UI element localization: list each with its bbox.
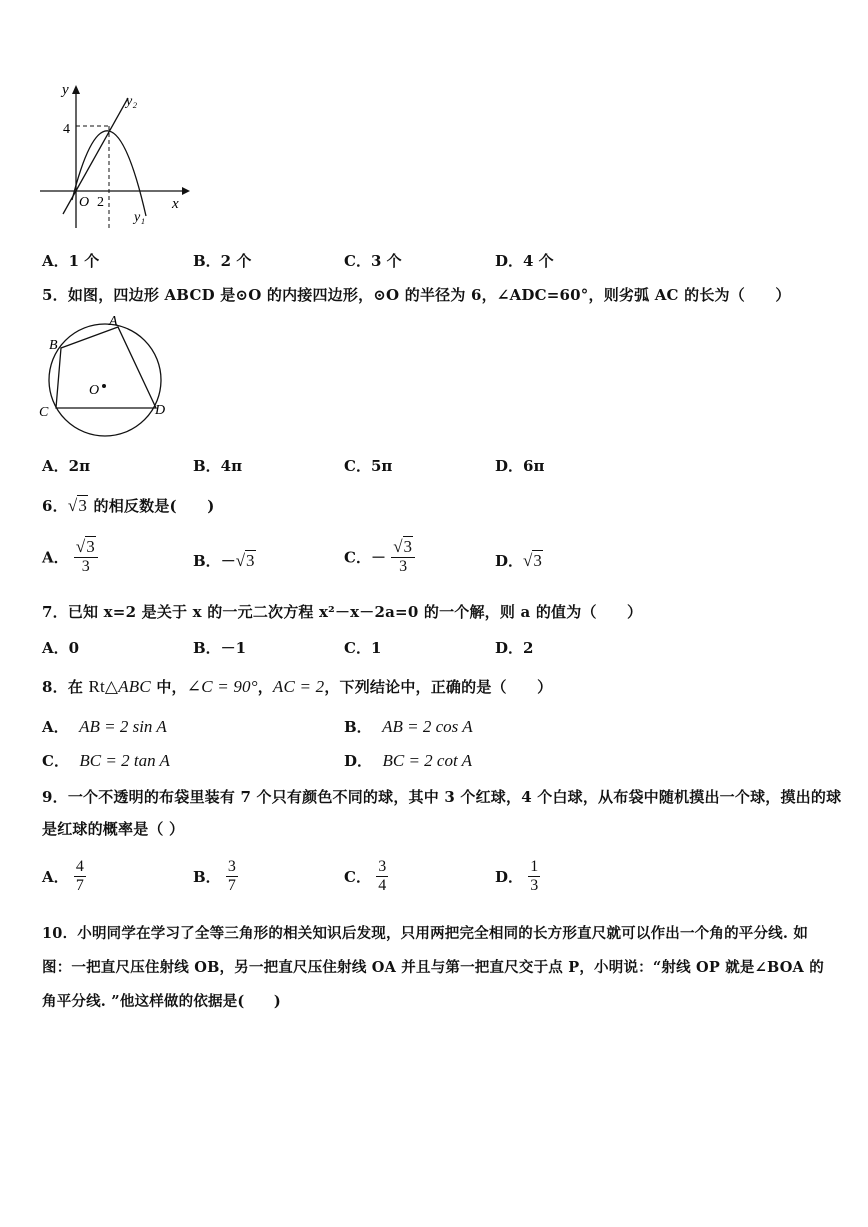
q9-c-fraction: $\frac{3}{4}$ xyxy=(378,858,387,894)
q9-option-a[interactable]: A． $\frac{4}{7}$ xyxy=(42,858,84,894)
x-axis-label: x xyxy=(172,196,179,212)
q4-option-b[interactable]: B．2 个 xyxy=(193,252,252,270)
point-o-label: O xyxy=(89,383,100,398)
q5-option-c[interactable]: C．5π xyxy=(344,457,393,475)
origin-label: O xyxy=(79,195,90,210)
q6-a-fraction: $\frac{√3}{3}$ xyxy=(74,538,98,576)
q4-option-d[interactable]: D．4 个 xyxy=(495,252,554,270)
point-d-label: D xyxy=(155,403,166,418)
q9-b-fraction: $\frac{3}{7}$ xyxy=(227,858,236,894)
q9-stem-line1: 9．一个不透明的布袋里装有 7 个只有颜色不同的球，其中 3 个红球，4 个白球，从布袋中随机摸出一个球，摸出的球 xyxy=(42,788,842,806)
point-c-label: C xyxy=(39,405,49,420)
circle-o xyxy=(49,324,161,436)
q6-option-c[interactable]: C．－ $\frac{√3}{3}$ xyxy=(344,538,415,576)
q8-option-a[interactable]: A． AB = 2 sin A xyxy=(42,717,167,736)
q6-stem-tail: 的相反数是( ) xyxy=(93,497,215,515)
q8-option-b[interactable]: B． AB = 2 cos A xyxy=(344,717,473,736)
q9-a-fraction: $\frac{4}{7}$ xyxy=(75,858,84,894)
q10-stem-line2: 图：一把直尺压住射线 OB，另一把直尺压住射线 OA 并且与第一把直尺交于点 P，小明说：“射线 OP 就是∠BOA 的 xyxy=(42,959,824,976)
q7-option-b[interactable]: B．－1 xyxy=(193,639,247,657)
q6-option-a[interactable]: A． $\frac{√3}{3}$ xyxy=(42,538,98,576)
q4-option-a[interactable]: A．1 个 xyxy=(42,252,100,270)
q7-option-d[interactable]: D．2 xyxy=(495,639,534,657)
q4-function-graph xyxy=(36,80,192,230)
q5-option-d[interactable]: D．6π xyxy=(495,457,545,475)
q6-sqrt: √3 xyxy=(67,496,88,515)
q6-stem xyxy=(42,495,215,516)
q6-option-b[interactable]: B．－√3 xyxy=(193,551,255,570)
q9-option-d[interactable]: D． $\frac{1}{3}$ xyxy=(495,858,539,894)
q9-stem-line2: 是红球的概率是（ ） xyxy=(42,820,185,838)
q10-stem-line1: 10．小明同学在学习了全等三角形的相关知识后发现，只用两把完全相同的长方形直尺就可以作出一个角的平分线. 如 xyxy=(42,925,809,942)
point-a-label: A xyxy=(109,314,118,329)
y-axis-arrow xyxy=(72,85,80,94)
q9-d-fraction: $\frac{1}{3}$ xyxy=(530,858,539,894)
point-b-label: B xyxy=(49,338,58,353)
center-dot xyxy=(102,384,106,388)
q8-option-d[interactable]: D． BC = 2 cot A xyxy=(344,751,473,770)
q7-option-c[interactable]: C．1 xyxy=(344,639,382,657)
y-axis-label: y xyxy=(62,82,69,98)
q5-option-a[interactable]: A．2π xyxy=(42,457,91,475)
q5-stem: 5．如图，四边形 ABCD 是⊙O 的内接四边形，⊙O 的半径为 6，∠ADC=60°，则劣弧 AC 的长为（ ） xyxy=(42,286,791,304)
q5-option-b[interactable]: B．4π xyxy=(193,457,243,475)
y-tick-label: 4 xyxy=(63,122,70,137)
x-tick-label: 2 xyxy=(97,195,104,210)
q8-stem: 8．在 Rt△ABC 中，∠C = 90°，AC = 2，下列结论中，正确的是（ ） xyxy=(42,677,553,696)
q6-option-d[interactable]: D．√3 xyxy=(495,551,542,570)
curve-y2-label: y₂ xyxy=(126,94,138,109)
q8-option-c[interactable]: C． BC = 2 tan A xyxy=(42,751,170,770)
q4-option-c[interactable]: C．3 个 xyxy=(344,252,402,270)
q10-stem-line3: 角平分线. ”他这样做的依据是( ) xyxy=(42,993,281,1010)
q7-stem: 7．已知 x=2 是关于 x 的一元二次方程 x²－x－2a=0 的一个解，则 a 的值为（ ） xyxy=(42,603,643,621)
x-axis-arrow xyxy=(182,187,190,195)
curve-y1-label: y₁ xyxy=(134,210,146,225)
quadrilateral-abcd xyxy=(56,327,156,408)
q7-option-a[interactable]: A．0 xyxy=(42,639,80,657)
q6-c-fraction: $\frac{√3}{3}$ xyxy=(391,538,415,576)
q5-circle-figure xyxy=(36,312,172,448)
q9-option-b[interactable]: B． $\frac{3}{7}$ xyxy=(193,858,236,894)
q9-option-c[interactable]: C． $\frac{3}{4}$ xyxy=(344,858,387,894)
q6-number: 6． xyxy=(42,497,68,515)
